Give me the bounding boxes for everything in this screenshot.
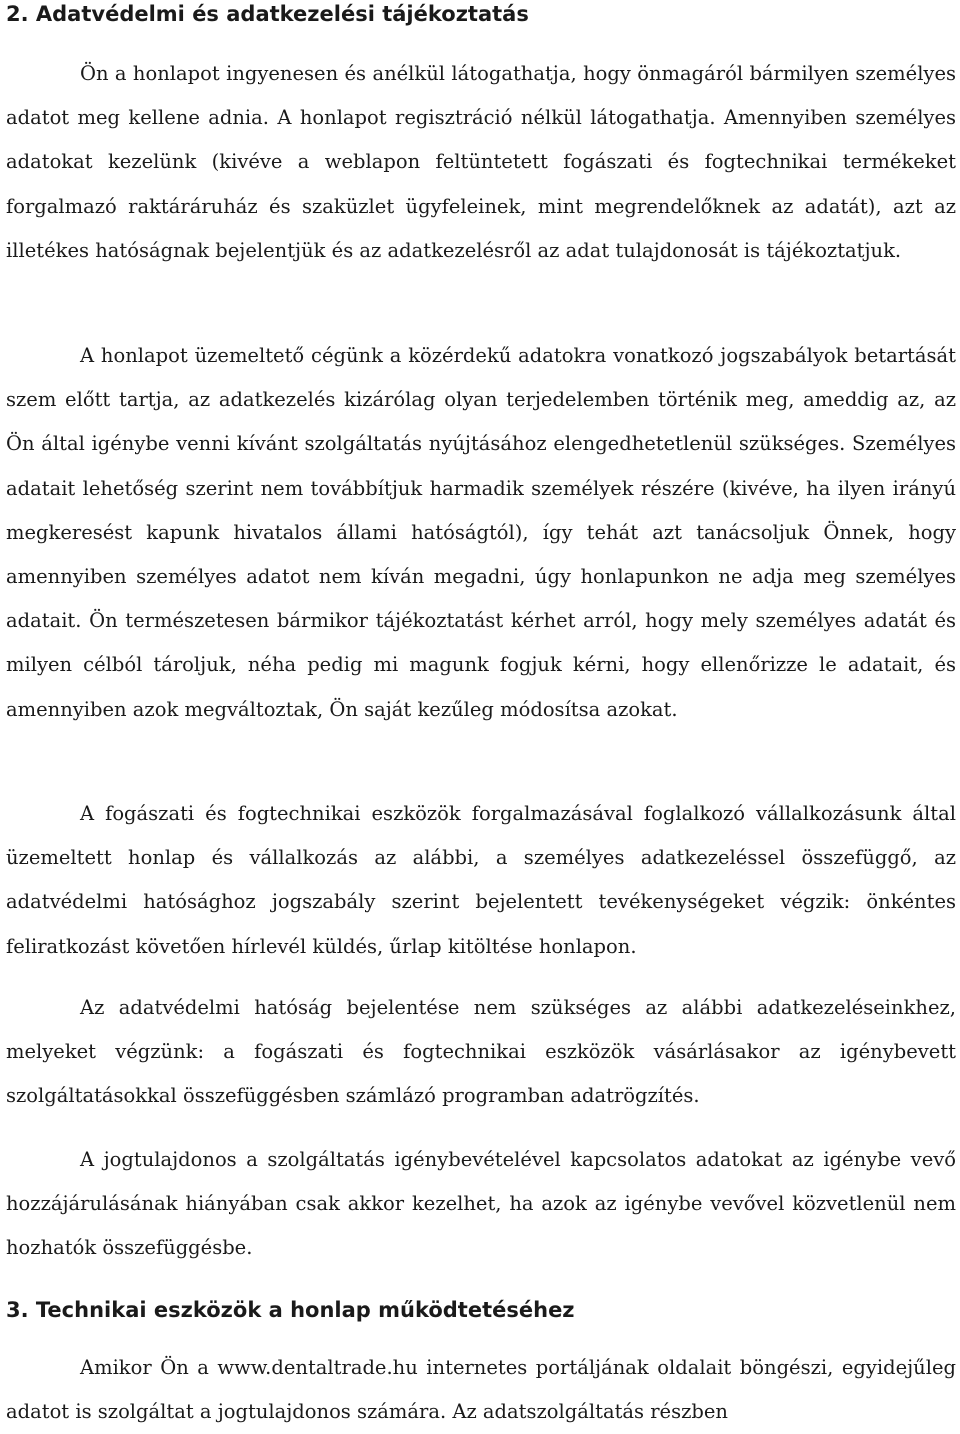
section-2-paragraph-1-block: [6, 52, 956, 273]
section-2-paragraph-4: Az adatvédelmi hatóság bejelentése nem szükséges az alábbi adatkezeléseinkhez, melyeket végzünk: a fogászati és fogtechnikai eszközök vásárlásakor az igénybevett szolgáltatásokkal összefüggésben számlázó programban adatrögzítés.: [6, 996, 956, 1108]
section-2-paragraph-3-block: [6, 792, 956, 969]
section-2-paragraph-2: A honlapot üzemeltető cégünk a közérdekű adatokra vonatkozó jogszabályok betartását szem előtt tartja, az adatkezelés kizárólag olyan terjedelemben történik meg, ameddig az, az Ön által igénybe venni kívánt szolgáltatás nyújtásához elengedhetetlenül szükséges. Személyes adatait lehetőség szerint nem továbbítjuk harmadik személyek részére (kivéve, ha ilyen irányú megkeresést kapunk hivatalos állami hatóságtól), így tehát azt tanácsoljuk Önnek, hogy amennyiben személyes adatot nem kíván megadni, úgy honlapunkon ne adja meg személyes adatait. Ön természetesen bármikor tájékoztatást kérhet arról, hogy mely személyes adatát és milyen célból tároljuk, néha pedig mi magunk fogjuk kérni, hogy ellenőrizze le adatait, és amennyiben azok megváltoztak, Ön saját kezűleg módosítsa azokat.: [6, 344, 956, 721]
section-3-heading: 3. Technikai eszközök a honlap működtetéséhez: [6, 1298, 575, 1322]
section-2-paragraph-4-block: [6, 986, 956, 1119]
section-2-paragraph-3: A fogászati és fogtechnikai eszközök forgalmazásával foglalkozó vállalkozásunk által üzemeltett honlap és vállalkozás az alábbi, a személyes adatkezeléssel összefüggő, az adatvédelmi hatósághoz jogszabály szerint bejelentett tevékenységeket végzik: önkéntes feliratkozást követően hírlevél küldés, űrlap kitöltése honlapon.: [6, 802, 956, 958]
section-2-paragraph-5-block: [6, 1138, 956, 1271]
section-2-paragraph-2-block: [6, 334, 956, 732]
section-3-paragraph-1: Amikor Ön a www.dentaltrade.hu internetes portáljának oldalait böngészi, egyidejűleg adatot is szolgáltat a jogtulajdonos számára. Az adatszolgáltatás részben: [6, 1356, 956, 1424]
section-3-paragraph-1-block: [6, 1346, 956, 1434]
section-2-heading: 2. Adatvédelmi és adatkezelési tájékoztatás: [6, 2, 529, 26]
section-2-paragraph-5: A jogtulajdonos a szolgáltatás igénybevételével kapcsolatos adatokat az igénybe vevő hozzájárulásának hiányában csak akkor kezelhet, ha azok az igénybe vevővel közvetlenül nem hozhatók összefüggésbe.: [6, 1148, 956, 1260]
section-2-paragraph-1: Ön a honlapot ingyenesen és anélkül látogathatja, hogy önmagáról bármilyen személyes adatot meg kellene adnia. A honlapot regisztráció nélkül látogathatja. Amennyiben személyes adatokat kezelünk (kivéve a weblapon feltüntetett fogászati és fogtechnikai termékeket forgalmazó raktáráruház és szaküzlet ügyfeleinek, mint megrendelőknek az adatát), azt az illetékes hatóságnak bejelentjük és az adatkezelésről az adat tulajdonosát is tájékoztatjuk.: [6, 62, 956, 262]
